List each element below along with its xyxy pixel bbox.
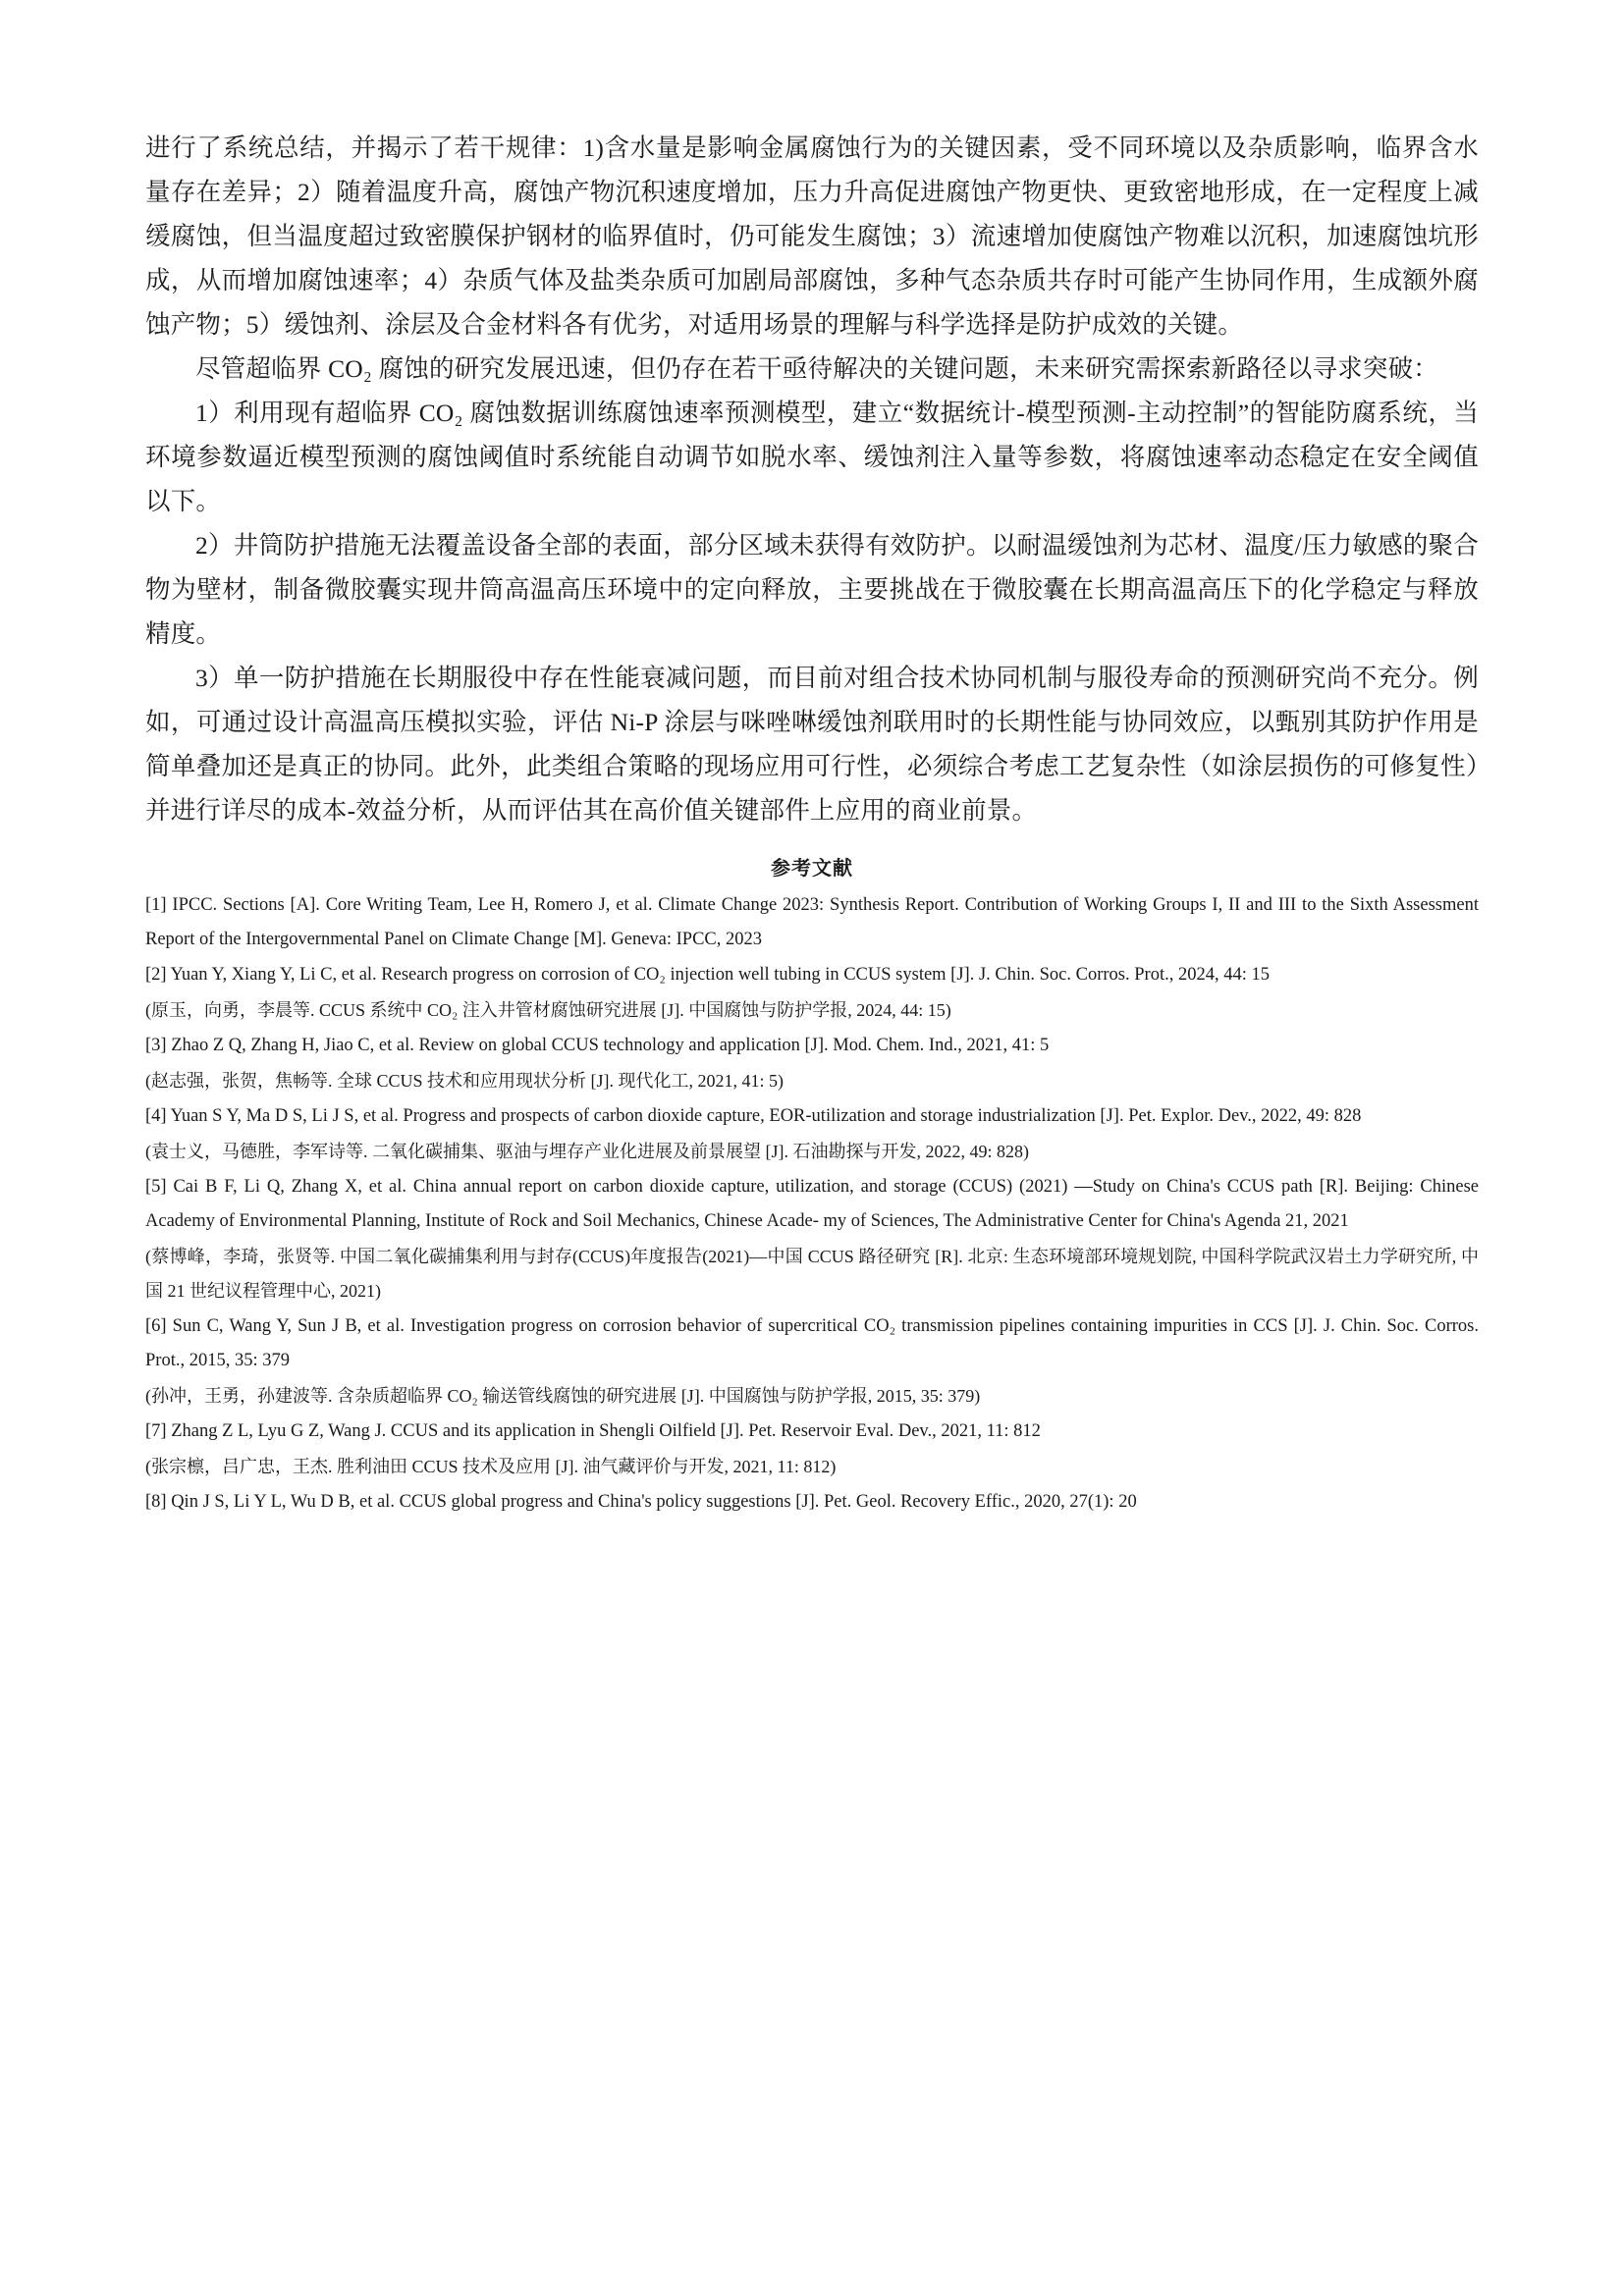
reference-item: [6] Sun C, Wang Y, Sun J B, et al. Investigation progress on corrosion behavior of supercritical CO₂ transmission pipelines containing impurities in CCS [J]. J. Chin. Soc. Corros. Prot., 2015, 35: 379 xyxy=(145,1316,1479,1370)
reference-item: [4] Yuan S Y, Ma D S, Li J S, et al. Progress and prospects of carbon dioxide capture, EOR-utilization and storage industrialization [J]. Pet. Explor. Dev., 2022, 49: 828 xyxy=(145,1106,1362,1126)
paragraph-outlook-intro: 尽管超临界 CO₂ 腐蚀的研究发展迅速，但仍存在若干亟待解决的关键问题，未来研究需探索新路径以寻求突破： xyxy=(195,354,1438,383)
reference-item: (张宗檩，吕广忠，王杰. 胜利油田 CCUS 技术及应用 [J]. 油气藏评价与开发, 2021, 11: 812) xyxy=(145,1457,837,1476)
reference-item: (袁士义，马德胜，李军诗等. 二氧化碳捕集、驱油与埋存产业化进展及前景展望 [J]. 石油勘探与开发, 2022, 49: 828) xyxy=(145,1142,1029,1161)
paragraph-point-3: 3）单一防护措施在长期服役中存在性能衰减问题，而目前对组合技术协同机制与服役寿命的预测研究尚不充分。例如，可通过设计高温高压模拟实验，评估 Ni-P 涂层与咪唑啉缓蚀剂联用时的长期性能与协同效应，以甄别其防护作用是简单叠加还是真正的协同。此外，此类组合策略的现场应用可行性，必须综合考虑工艺复杂性（如涂层损伤的可修复性）并进行详尽的成本-效益分析，从而评估其在高价值关键部件上应用的商业前景。 xyxy=(145,664,1479,825)
reference-item: [2] Yuan Y, Xiang Y, Li C, et al. Research progress on corrosion of CO₂ injection well tubing in CCUS system [J]. J. Chin. Soc. Corros. Prot., 2024, 44: 15 xyxy=(145,965,1270,985)
reference-item: [7] Zhang Z L, Lyu G Z, Wang J. CCUS and its application in Shengli Oilfield [J]. Pet. Reservoir Eval. Dev., 2021, 11: 812 xyxy=(145,1421,1041,1441)
references-list xyxy=(145,888,1479,1520)
reference-item: [8] Qin J S, Li Y L, Wu D B, et al. CCUS global progress and China's policy suggestions [J]. Pet. Geol. Recovery Effic., 2020, 27(1): 20 xyxy=(145,1492,1137,1512)
paragraph-summary: 进行了系统总结，并揭示了若干规律：1)含水量是影响金属腐蚀行为的关键因素，受不同环境以及杂质影响，临界含水量存在差异；2）随着温度升高，腐蚀产物沉积速度增加，压力升高促进腐蚀产物更快、更致密地形成，在一定程度上减缓腐蚀，但当温度超过致密膜保护钢材的临界值时，仍可能发生腐蚀；3）流速增加使腐蚀产物难以沉积，加速腐蚀坑形成，从而增加腐蚀速率；4）杂质气体及盐类杂质可加剧局部腐蚀，多种气态杂质共存时可能产生协同作用，生成额外腐蚀产物；5）缓蚀剂、涂层及合金材料各有优劣，对适用场景的理解与科学选择是防护成效的关键。 xyxy=(145,133,1479,339)
paragraph-point-2: 2）井筒防护措施无法覆盖设备全部的表面，部分区域未获得有效防护。以耐温缓蚀剂为芯材、温度/压力敏感的聚合物为壁材，制备微胶囊实现井筒高温高压环境中的定向释放，主要挑战在于微胶囊在长期高温高压下的化学稳定与释放精度。 xyxy=(145,531,1479,648)
references-heading: 参考文献 xyxy=(771,858,853,880)
reference-item: (赵志强，张贺，焦畅等. 全球 CCUS 技术和应用现状分析 [J]. 现代化工, 2021, 41: 5) xyxy=(145,1071,785,1091)
reference-item: [1] IPCC. Sections [A]. Core Writing Team, Lee H, Romero J, et al. Climate Change 2023: Synthesis Report. Contribution of Working Groups I, II and III to the Sixth Assessment Report of the Intergovernmental Panel on Climate Change [M]. Geneva: IPCC, 2023 xyxy=(145,895,1479,949)
reference-item: [5] Cai B F, Li Q, Zhang X, et al. China annual report on carbon dioxide capture, utilization, and storage (CCUS) (2021) —Study on China's CCUS path [R]. Beijing: Chinese Academy of Environmental Planning, Institute of Rock and Soil Mechanics, Chinese Acade- my of Sciences, The Administrative Center for China's Agenda 21, 2021 xyxy=(145,1177,1479,1231)
reference-item: [3] Zhao Z Q, Zhang H, Jiao C, et al. Review on global CCUS technology and application [J]. Mod. Chem. Ind., 2021, 41: 5 xyxy=(145,1036,1050,1055)
reference-item: (原玉，向勇，李晨等. CCUS 系统中 CO₂ 注入井管材腐蚀研究进展 [J]. 中国腐蚀与防护学报, 2024, 44: 15) xyxy=(145,1000,951,1020)
paragraph-point-1: 1）利用现有超临界 CO₂ 腐蚀数据训练腐蚀速率预测模型，建立“数据统计-模型预测-主动控制”的智能防腐系统，当环境参数逼近模型预测的腐蚀阈值时系统能自动调节如脱水率、缓蚀剂注入量等参数，将腐蚀速率动态稳定在安全阈值以下。 xyxy=(145,399,1479,515)
reference-item: (孙冲，王勇，孙建波等. 含杂质超临界 CO₂ 输送管线腐蚀的研究进展 [J]. 中国腐蚀与防护学报, 2015, 35: 379) xyxy=(145,1386,981,1406)
reference-item: (蔡博峰，李琦，张贤等. 中国二氧化碳捕集利用与封存(CCUS)年度报告(2021)—中国 CCUS 路径研究 [R]. 北京: 生态环境部环境规划院, 中国科学院武汉岩土力学研究所, 中国 21 世纪议程管理中心, 2021) xyxy=(145,1247,1479,1301)
